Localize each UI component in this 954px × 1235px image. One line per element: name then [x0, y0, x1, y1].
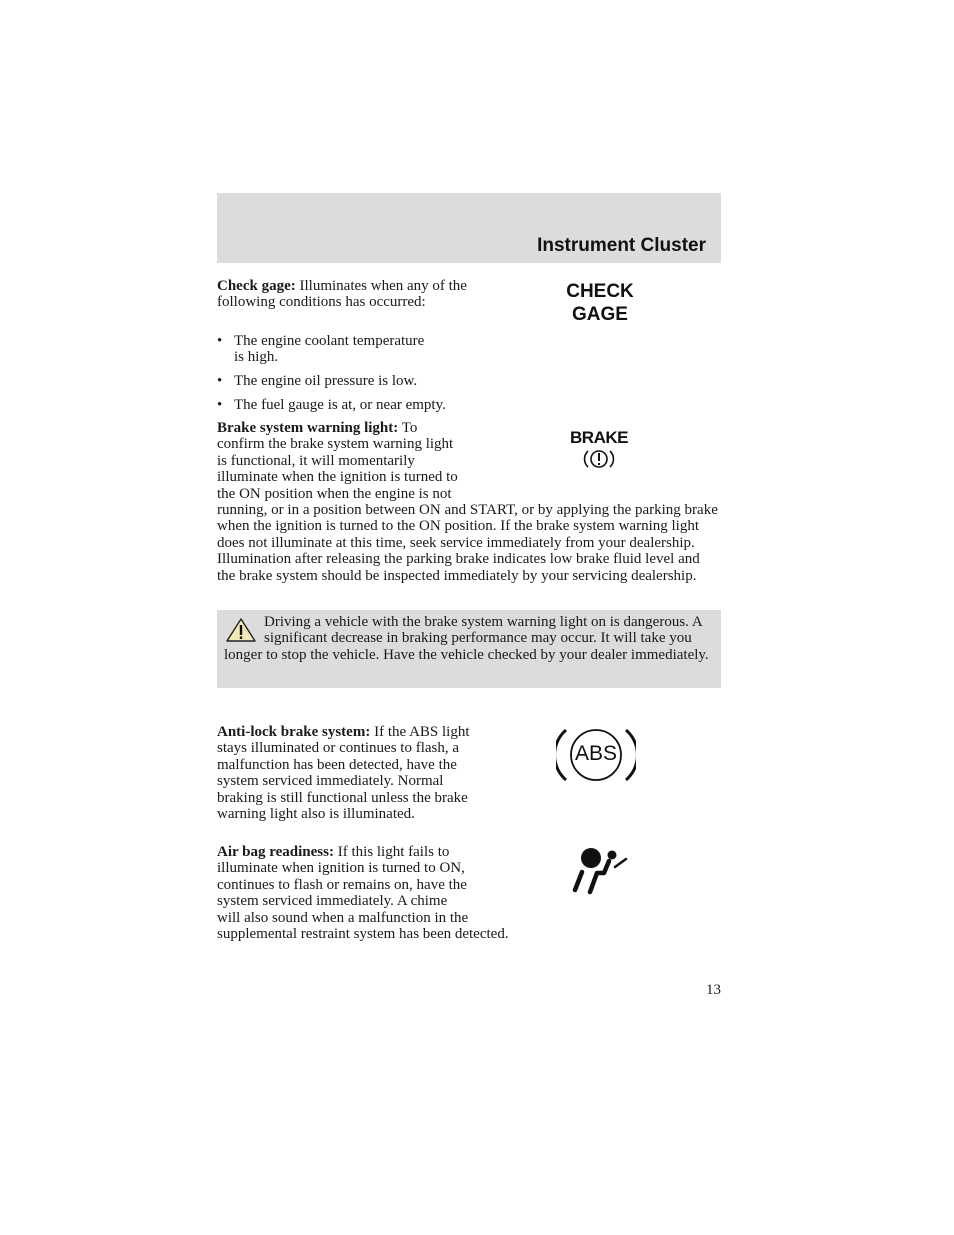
abs-body: If the ABS light stays illuminated or continues to flash, a malfunction has been detected, have the system serviced immediately. Normal braking is still functional unless the brake warning light also is illuminated.	[217, 724, 470, 823]
airbag-icon	[570, 845, 630, 895]
airbag-term: Air bag readiness:	[217, 844, 334, 860]
airbag-body: If this light fails to illuminate when ignition is turned to ON, continues to flash or remains on, have the system serviced immediately. A chime will also sound when a malfunction in the supplemental restraint system has been detected.	[217, 844, 509, 943]
check-gage-intro: Illuminates when any of the following conditions has occurred:	[217, 278, 467, 311]
brake-body: To confirm the brake system warning light is functional, it will momentarily illuminate when the ignition is turned to the ON position when the engine is not running, or in a position between ON and START, or by applying the parking brake when the ignition is turned to the ON position. If the brake system warning light does not illuminate at this time, seek service immediately from your dealership. Illumination after releasing the parking brake indicates low brake fluid level and the brake system should be inspected immediately by your servicing dealership.	[217, 420, 718, 584]
abs-term: Anti-lock brake system:	[217, 724, 371, 740]
abs-warning-icon	[556, 724, 636, 788]
section-title: Instrument Cluster	[537, 235, 706, 256]
list-item: • The engine oil pressure is low.	[217, 373, 418, 389]
page-number: 13	[706, 982, 721, 998]
list-item: • The fuel gauge is at, or near empty.	[217, 397, 446, 413]
list-item: • The engine coolant temperature is high.	[217, 333, 425, 366]
check-gage-paragraph	[217, 278, 467, 311]
warning-text: Driving a vehicle with the brake system warning light on is dangerous. A significant decrease in braking performance may occur. It will take you longer to stop the vehicle. Have the vehicle checked by your dealer immediately.	[224, 614, 709, 663]
brake-term: Brake system warning light:	[217, 420, 399, 436]
check-gage-term: Check gage:	[217, 278, 296, 294]
abs-paragraph	[217, 724, 721, 822]
check-gage-icon: CHECK GAGE	[566, 281, 634, 325]
abs-icon-label: ABS	[574, 742, 618, 765]
brake-paragraph	[217, 420, 721, 584]
brake-warning-icon: BRAKE	[565, 428, 633, 472]
warning-callout	[217, 610, 721, 688]
airbag-paragraph	[217, 844, 721, 942]
section-header	[217, 193, 721, 263]
warning-triangle-icon	[225, 617, 257, 643]
